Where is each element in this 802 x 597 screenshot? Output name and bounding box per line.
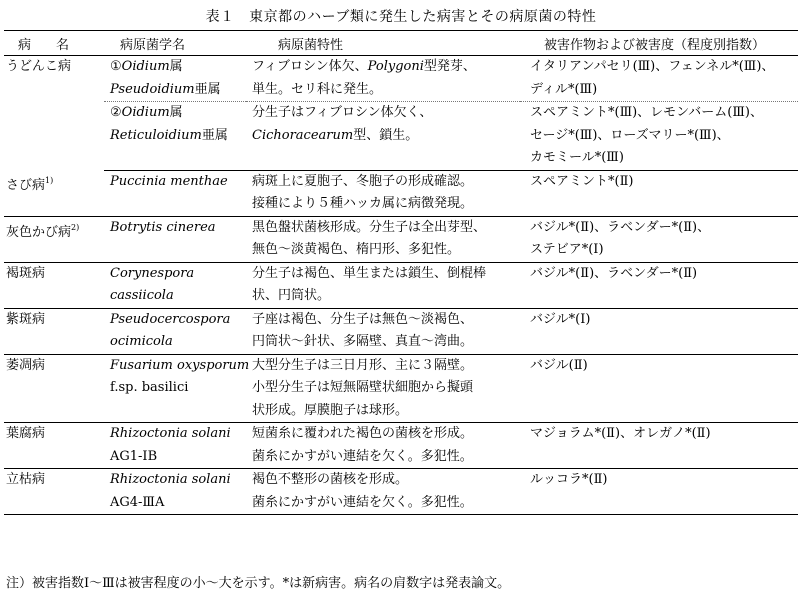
cell-line: スペアミント*(Ⅱ) (530, 173, 634, 189)
cell-line: 病斑上に夏胞子、冬胞子の形成確認。 (252, 173, 474, 189)
pathogen-cell (104, 216, 246, 262)
features-text: フィブロシン体欠、 (252, 59, 368, 74)
cell-line: セージ*(Ⅲ)、ローズマリー*(Ⅲ)、 (530, 127, 730, 143)
cell-line: 単生。セリ科に発生。 (252, 81, 383, 97)
disease-name: うどんこ病 (6, 59, 72, 74)
cell-line: スペアミント*(Ⅲ)、レモンバーム(Ⅲ)、 (530, 105, 763, 120)
disease-name-cell (4, 308, 104, 354)
pathogen-line (110, 79, 246, 102)
disease-ref-number: 1) (45, 176, 54, 185)
damaged-crops-cell (520, 469, 798, 515)
damaged-crops-cell (520, 262, 798, 308)
cell-line: マジョラム*(Ⅱ)、オレガノ*(Ⅱ) (530, 426, 711, 441)
table-row (4, 262, 798, 308)
cell-line: 菌糸にかすがい連結を欠く。多犯性。 (252, 448, 473, 464)
header-pathogen: 病原菌学名 (104, 31, 246, 56)
cell-line: ocimicola (110, 334, 173, 349)
pathogen-number: ② (110, 105, 122, 120)
pathogen-line (110, 56, 246, 79)
disease-name-cell (4, 354, 104, 423)
cell-line: AG1-ⅠB (110, 448, 158, 464)
pathogen-cell (104, 423, 246, 469)
pathogen-features-cell (246, 170, 520, 216)
pathogen-features-cell (246, 216, 520, 262)
cell-line: Rhizoctonia solani (110, 472, 231, 487)
cell-line: 褐色不整形の菌核を形成。 (252, 472, 409, 487)
disease-name: 紫斑病 (6, 311, 46, 327)
cell-line: Fusarium oxysporum (110, 357, 250, 373)
cell-line: バジル*(Ⅱ)、ラベンダー*(Ⅱ) (530, 265, 698, 281)
table-row (4, 469, 798, 515)
table-row (4, 102, 798, 171)
table-row (4, 354, 798, 423)
cell-line: 分生子はフィブロシン体欠く、 (252, 105, 433, 120)
pathogen-cell (104, 56, 246, 102)
cell-line: ステビア*(Ⅰ) (530, 242, 604, 257)
cell-line (252, 56, 520, 79)
cell-line: Pseudocercospora (110, 311, 231, 327)
pathogen-genus: Oidium (121, 59, 170, 74)
table-row (4, 56, 798, 102)
cell-line (252, 125, 520, 148)
cell-line: 無色～淡黄褐色、楕円形、多犯性。 (252, 242, 461, 257)
pathogen-genus: Pseudoidium (110, 81, 195, 97)
pathogen-cell (104, 102, 246, 171)
header-features: 病原菌特性 (246, 31, 520, 56)
pathogen-cell (104, 354, 250, 423)
cell-line: バジル*(Ⅱ)、ラベンダー*(Ⅱ)、 (530, 219, 711, 235)
pathogen-line (110, 125, 246, 148)
cell-line: 黒色盤状菌核形成。分生子は全出芽型、 (252, 219, 487, 235)
table-row (4, 308, 798, 354)
header-disease: 病 名 (4, 31, 104, 56)
cell-line: 菌糸にかすがい連結を欠く。多犯性。 (252, 494, 473, 510)
herb-disease-table (4, 30, 798, 515)
disease-name-cell (4, 262, 104, 308)
cell-line: バジル*(Ⅰ) (530, 311, 591, 327)
damaged-crops-cell (520, 170, 798, 216)
cell-line: 円筒状～針状、多隔壁、真直～湾曲。 (252, 334, 474, 349)
cell-line: 分生子は褐色、単生または鎖生、倒棍棒 (252, 265, 487, 281)
features-type-name: Polygoni (367, 59, 424, 74)
disease-name: さび病 (6, 178, 46, 193)
features-text: 型発芽、 (423, 59, 476, 74)
table-row (4, 170, 798, 216)
pathogen-genus: Reticuloidium (110, 127, 202, 143)
disease-name-cell (4, 423, 104, 469)
damaged-crops-cell (520, 354, 798, 423)
damaged-crops-cell (520, 56, 798, 102)
disease-name-cell (4, 469, 104, 515)
cell-line: Corynespora (110, 265, 195, 281)
pathogen-features-cell (246, 423, 520, 469)
disease-name: 立枯病 (6, 472, 46, 487)
cell-line: カモミール*(Ⅲ) (530, 150, 624, 165)
pathogen-features-cell (246, 56, 520, 102)
pathogen-cell (104, 170, 246, 216)
damaged-crops-cell (520, 423, 798, 469)
pathogen-rank: 亜属 (194, 81, 221, 97)
pathogen-cell (104, 308, 246, 354)
pathogen-cell (104, 469, 246, 515)
pathogen-rank: 属 (169, 105, 183, 120)
cell-line: ルッコラ*(Ⅱ) (530, 472, 608, 487)
cell-line: Botrytis cinerea (110, 219, 216, 235)
cell-line: 大型分生子は三日月形、主に３隔壁。 (252, 357, 474, 373)
cell-line: バジル(Ⅱ) (530, 357, 588, 373)
disease-name-cell (4, 216, 104, 262)
cell-line: ディル*(Ⅲ) (530, 81, 598, 97)
cell-line: 状、円筒状。 (252, 288, 331, 303)
table-row (4, 216, 798, 262)
cell-line: cassiicola (110, 288, 174, 303)
cell-line: 短菌糸に覆われた褐色の菌核を形成。 (252, 426, 474, 441)
features-text: 型、鎖生。 (353, 127, 419, 143)
pathogen-number: ① (110, 59, 122, 74)
disease-name: 灰色かび病 (6, 224, 72, 240)
cell-line: Rhizoctonia solani (110, 426, 231, 441)
table-row (4, 423, 798, 469)
pathogen-genus: Oidium (121, 105, 170, 120)
pathogen-features-cell (246, 262, 520, 308)
disease-name: 葉腐病 (6, 426, 46, 441)
cell-line: AG4-ⅢA (110, 494, 165, 510)
disease-ref-number: 2) (71, 222, 80, 232)
table-header-row (4, 31, 798, 56)
disease-name-cell (4, 56, 104, 171)
pathogen-rank: 属 (169, 59, 183, 74)
disease-name-cell (4, 170, 104, 216)
cell-line: 小型分生子は短無隔壁状細胞から擬頭 (252, 380, 474, 395)
table-footnote: 注）被害指数Ⅰ～Ⅲは被害程度の小～大を示す。*は新病害。病名の肩数字は発表論文。 (6, 576, 511, 591)
header-damage: 被害作物および被害度（程度別指数） (520, 31, 798, 56)
pathogen-features-cell (246, 469, 520, 515)
cell-line: 子座は褐色、分生子は無色～淡褐色、 (252, 311, 474, 327)
cell-line: 接種により５種ハッカ属に病徴発現。 (252, 196, 474, 211)
damaged-crops-cell (520, 102, 798, 171)
cell-line: 状形成。厚膜胞子は球形。 (252, 402, 409, 418)
pathogen-features-cell (246, 102, 520, 171)
disease-name: 褐斑病 (6, 265, 46, 281)
cell-line: イタリアンパセリ(Ⅲ)、フェンネル*(Ⅲ)、 (530, 59, 775, 74)
pathogen-cell (104, 262, 246, 308)
pathogen-features-cell (246, 354, 520, 423)
disease-name: 萎凋病 (6, 357, 46, 373)
damaged-crops-cell (520, 308, 798, 354)
table-caption: 表１ 東京都のハーブ類に発生した病害とその病原菌の特性 (205, 9, 597, 25)
cell-line: Puccinia menthae (110, 173, 228, 189)
pathogen-rank: 亜属 (201, 127, 228, 143)
table-body (4, 56, 798, 515)
damaged-crops-cell (520, 216, 798, 262)
features-type-name: Cichoracearum (252, 127, 354, 143)
cell-line: f.sp. basilici (110, 380, 189, 395)
pathogen-features-cell (246, 308, 520, 354)
pathogen-line (110, 102, 246, 125)
